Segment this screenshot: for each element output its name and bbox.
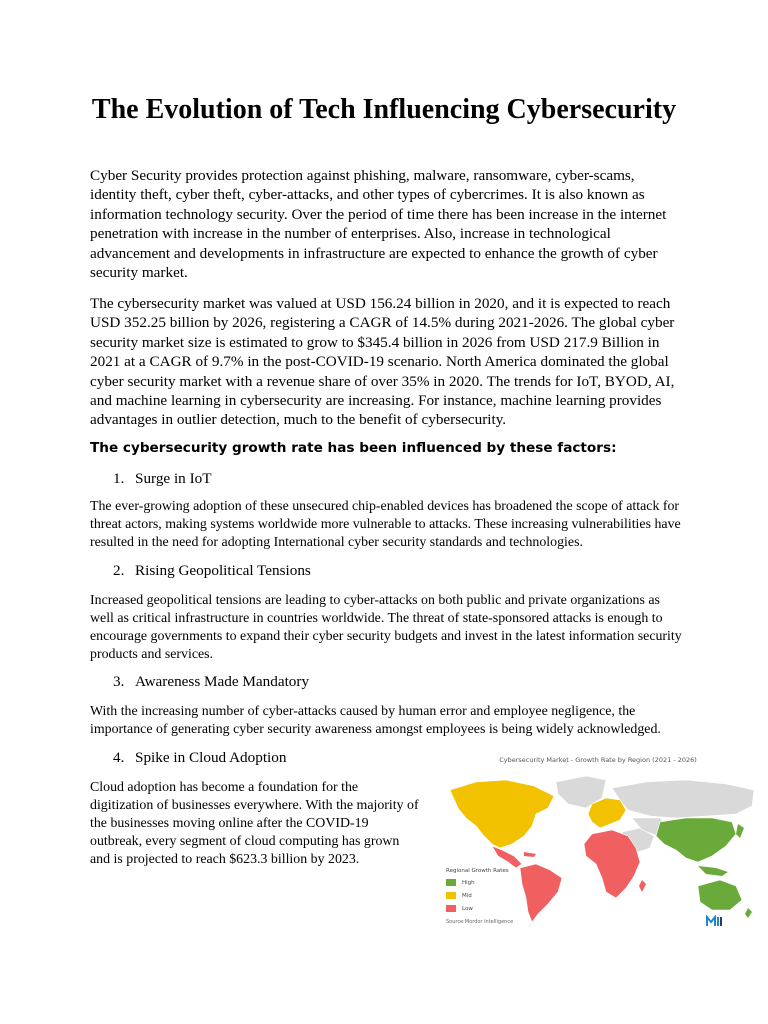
factor-4-heading (113, 748, 286, 768)
legend-label-low: Low (462, 905, 473, 912)
map-region-southeast-asia (698, 866, 728, 876)
map-region-russia (612, 780, 754, 818)
legend-swatch-mid (446, 892, 456, 899)
map-region-south-america (520, 864, 562, 922)
intro-paragraph: Cyber Security provides protection against phishing, malware, ransomware, cyber-scams, identity theft, cyber theft, cyber-attacks, and other types of cybercrimes. It is also known as information technology security. Over the period of time there has been increase in the internet penetration with increase in the number of enterprises. Also, increase in technological advancement and developments in infrastructure are expected to enhance the growth of cyber security market. (90, 167, 667, 282)
legend-item-mid (446, 891, 472, 900)
factor-4-title: Spike in Cloud Adoption (135, 749, 287, 766)
factor-1-title: Surge in IoT (135, 470, 212, 487)
map-region-australia (698, 880, 742, 910)
factor-3-body: With the increasing number of cyber-attacks caused by human error and employee negligence, the importance of generating cyber security awareness amongst employees is being widely acknowledged. (90, 704, 661, 738)
world-map (436, 752, 760, 930)
factor-2-title: Rising Geopolitical Tensions (135, 562, 311, 579)
legend-item-high (446, 878, 475, 887)
mordor-intelligence-logo-icon (706, 915, 724, 927)
map-region-new-zealand (745, 908, 752, 918)
factor-2-heading (113, 561, 311, 581)
market-paragraph: The cybersecurity market was valued at USD 156.24 billion in 2020, and it is expected to reach USD 352.25 billion by 2026, registering a CAGR of 14.5% during 2021-2026. The global cyber security market size is estimated to grow to $345.4 billion in 2026 from USD 217.9 Billion in 2021 at a CAGR of 9.7% in the post-COVID-19 scenario. North America dominated the global cyber security market with a revenue share of over 35% in 2020. The trends for IoT, BYOD, AI, and machine learning in cybersecurity are increasing. For instance, machine learning provides advantages in outlier detection, much to the benefit of cybersecurity. (90, 295, 675, 429)
map-region-asia (656, 818, 736, 862)
map-region-north-america (450, 780, 554, 848)
legend-title: Regional Growth Rates (446, 868, 509, 874)
factor-3-title: Awareness Made Mandatory (135, 673, 310, 690)
factor-4-number: 4. (113, 749, 125, 766)
map-region-central-america (492, 846, 522, 868)
map-title: Cybersecurity Market - Growth Rate by Region (2021 - 2026) (499, 756, 697, 764)
legend-label-mid: Mid (462, 892, 472, 899)
factor-1-heading (113, 469, 212, 489)
factor-3-heading (113, 672, 309, 692)
legend-label-high: High (462, 879, 475, 886)
factor-2-number: 2. (113, 562, 125, 579)
legend-swatch-high (446, 879, 456, 886)
map-region-madagascar (639, 880, 646, 892)
legend-item-low (446, 904, 473, 913)
factors-heading: The cybersecurity growth rate has been influenced by these factors: (90, 440, 617, 456)
document-title: The Evolution of Tech Influencing Cybersecurity (91, 94, 677, 125)
map-region-japan (736, 824, 744, 838)
map-region-caribbean (524, 852, 536, 857)
map-source: Source:Mordor Intelligence (446, 919, 514, 925)
legend-swatch-low (446, 905, 456, 912)
factor-3-number: 3. (113, 673, 125, 690)
factor-1-body: The ever-growing adoption of these unsecured chip-enabled devices has broadened the scope of attack for threat actors, making systems worldwide more vulnerable to attacks. These increasing vulnerabilities have resulted in the need for adopting International cyber security standards and technologies. (90, 499, 681, 551)
factor-1-number: 1. (113, 470, 125, 487)
factor-2-body: Increased geopolitical tensions are leading to cyber-attacks on both public and private organizations as well as critical infrastructure in countries worldwide. The threat of state-sponsored attacks is enough to encourage governments to expand their cyber security budgets and invest in the latest information security products and services. (90, 593, 682, 663)
growth-rate-map-figure (436, 752, 760, 930)
factor-4-body: Cloud adoption has become a foundation for the digitization of businesses everywhere. With the majority of the businesses moving online after the COVID-19 outbreak, every segment of cloud computing has grown and is projected to reach $623.3 billion by 2023. (90, 780, 419, 868)
